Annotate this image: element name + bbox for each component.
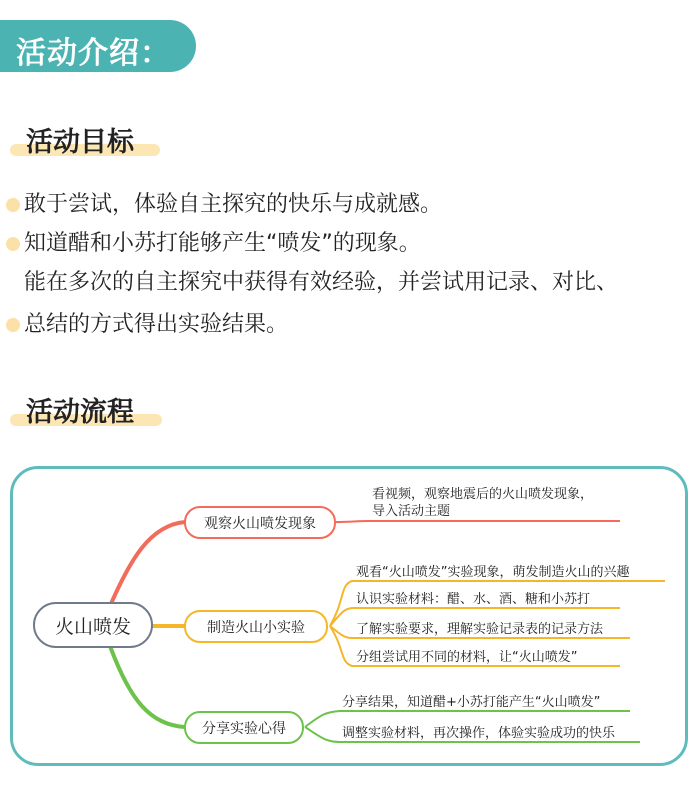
goal-item: 知道醋和小苏打能够产生“喷发”的现象。 xyxy=(24,231,421,256)
leaf-text: 看视频，观察地震后的火山喷发现象， xyxy=(372,487,594,502)
branch-node-label: 观察火山喷发现象 xyxy=(204,516,316,532)
goal-item: 敢于尝试，体验自主探究的快乐与成就感。 xyxy=(24,192,443,217)
goal-item: 能在多次的自主探究中获得有效经验，并尝试用记录、对比、 xyxy=(24,270,619,295)
goals-heading-text: 活动目标 xyxy=(26,127,134,158)
leaf-text: 调整实验材料，再次操作，体验实验成功的快乐 xyxy=(342,726,616,741)
leaf-text: 分组尝试用不同的材料，让“火山喷发” xyxy=(356,650,578,665)
connector-branch-1 xyxy=(110,522,185,606)
leaf-text: 导入活动主题 xyxy=(372,504,451,519)
leaf-connector xyxy=(336,521,620,522)
leaf-text: 认识实验材料：醋、水、酒、糖和小苏打 xyxy=(356,592,591,607)
connector-branch-3 xyxy=(110,646,185,727)
leaf-connector xyxy=(305,711,630,727)
root-node-label: 火山喷发 xyxy=(54,616,132,638)
goal-item: 总结的方式得出实验结果。 xyxy=(24,312,289,337)
branch-node-label: 制造火山小实验 xyxy=(207,620,305,636)
intro-title: 活动介绍： xyxy=(16,36,171,71)
leaf-text: 观看“火山喷发”实验现象，萌发制造火山的兴趣 xyxy=(356,565,630,580)
leaf-text: 分享结果，知道醋+小苏打能产生“火山喷发” xyxy=(342,695,601,710)
leaf-text: 了解实验要求，理解实验记录表的记录方法 xyxy=(356,622,604,637)
branch-node-label: 分享实验心得 xyxy=(202,721,286,737)
process-heading-text: 活动流程 xyxy=(26,397,134,428)
